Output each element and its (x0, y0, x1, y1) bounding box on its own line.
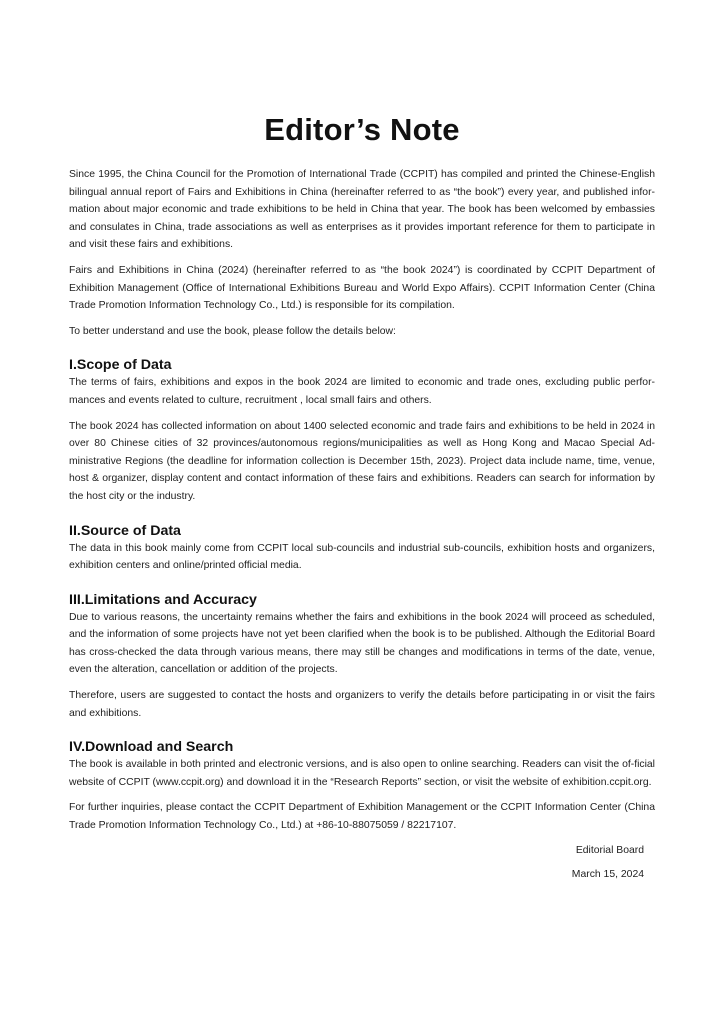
section-paragraph: The data in this book mainly come from CCPIT local sub-councils and industrial sub-councils, exhibition hosts and organizers, exhibition centers and online/printed official media. (69, 542, 655, 572)
section-heading-download: IV.Download and Search (69, 739, 234, 756)
section-heading-limitations: III.Limitations and Accuracy (69, 591, 257, 608)
signature-block (572, 842, 644, 890)
signature-date: March 15, 2024 (571, 869, 644, 880)
section-paragraph: The book 2024 has collected information on about 1400 selected economic and trade fairs and exhibitions to be held in 2024 in over 80 Chinese cities of 32 provinces/autonomous regions/municipalities as well as Hong Kong and Macao Special Ad-ministrative Regions (the deadline for information collection is December 15th, 2023). Project data include name, time, venue, host & organizer, display content and contact information of these fairs and exhibitions. Readers can search for information by the host city or the industry. (69, 420, 655, 502)
section-paragraph: The terms of fairs, exhibitions and expos in the book 2024 are limited to economic and trade ones, excluding public perfor-mances and events related to culture, recruitment , local small fairs and others. (69, 377, 655, 406)
intro-paragraph: Since 1995, the China Council for the Promotion of International Trade (CCPIT) has compiled and printed the Chinese-English bilingual annual report of Fairs and Exhibitions in China (hereinafter referred to as “the book”) every year, and published infor-mation about major economic and trade exhibitions to be held in China that year. The book has been welcomed by embassies and consulates in China, trade associations as well as enterprises as it provides important reference for them to participate in and visit these fairs and exhibitions. (69, 169, 655, 251)
page-title: Editor’s Note (264, 112, 460, 147)
section-paragraph: Due to various reasons, the uncertainty remains whether the fairs and exhibitions in the book 2024 will proceed as scheduled, and the information of some projects have not yet been clarified when the book is to be published. Although the Editorial Board has cross-checked the data through various means, there may still be changes and modifications in terms of the date, venue, even the alteration, cancellation or addition of the projects. (69, 611, 655, 676)
section-paragraph: Therefore, users are suggested to contact the hosts and organizers to verify the details before participating in or visit the fairs and exhibitions. (69, 690, 655, 719)
section-paragraph: The book is available in both printed and electronic versions, and is also open to online searching. Readers can visit the of-ficial website of CCPIT (www.ccpit.org) and download it in the “Research Reports” section, or visit the website of exhibition.ccpit.org. (69, 759, 655, 788)
intro-paragraph: Fairs and Exhibitions in China (2024) (hereinafter referred to as “the book 2024”) is coordinated by CCPIT Department of Exhibition Management (Office of International Exhibitions Bureau and World Expo Affairs). CCPIT Information Center (China Trade Promotion Information Technology Co., Ltd.) is responsible for its compilation. (69, 264, 655, 312)
section-paragraph: For further inquiries, please contact the CCPIT Department of Exhibition Management or the CCPIT Information Center (China Trade Promotion Information Technology Co., Ltd.) at +86-10-88075059 / 82217107. (69, 802, 655, 832)
section-heading-source: II.Source of Data (69, 522, 181, 539)
signature-name: Editorial Board (575, 845, 644, 856)
document-body (69, 166, 655, 843)
section-heading-scope: I.Scope of Data (69, 357, 172, 374)
intro-paragraph: To better understand and use the book, please follow the details below: (69, 325, 396, 337)
